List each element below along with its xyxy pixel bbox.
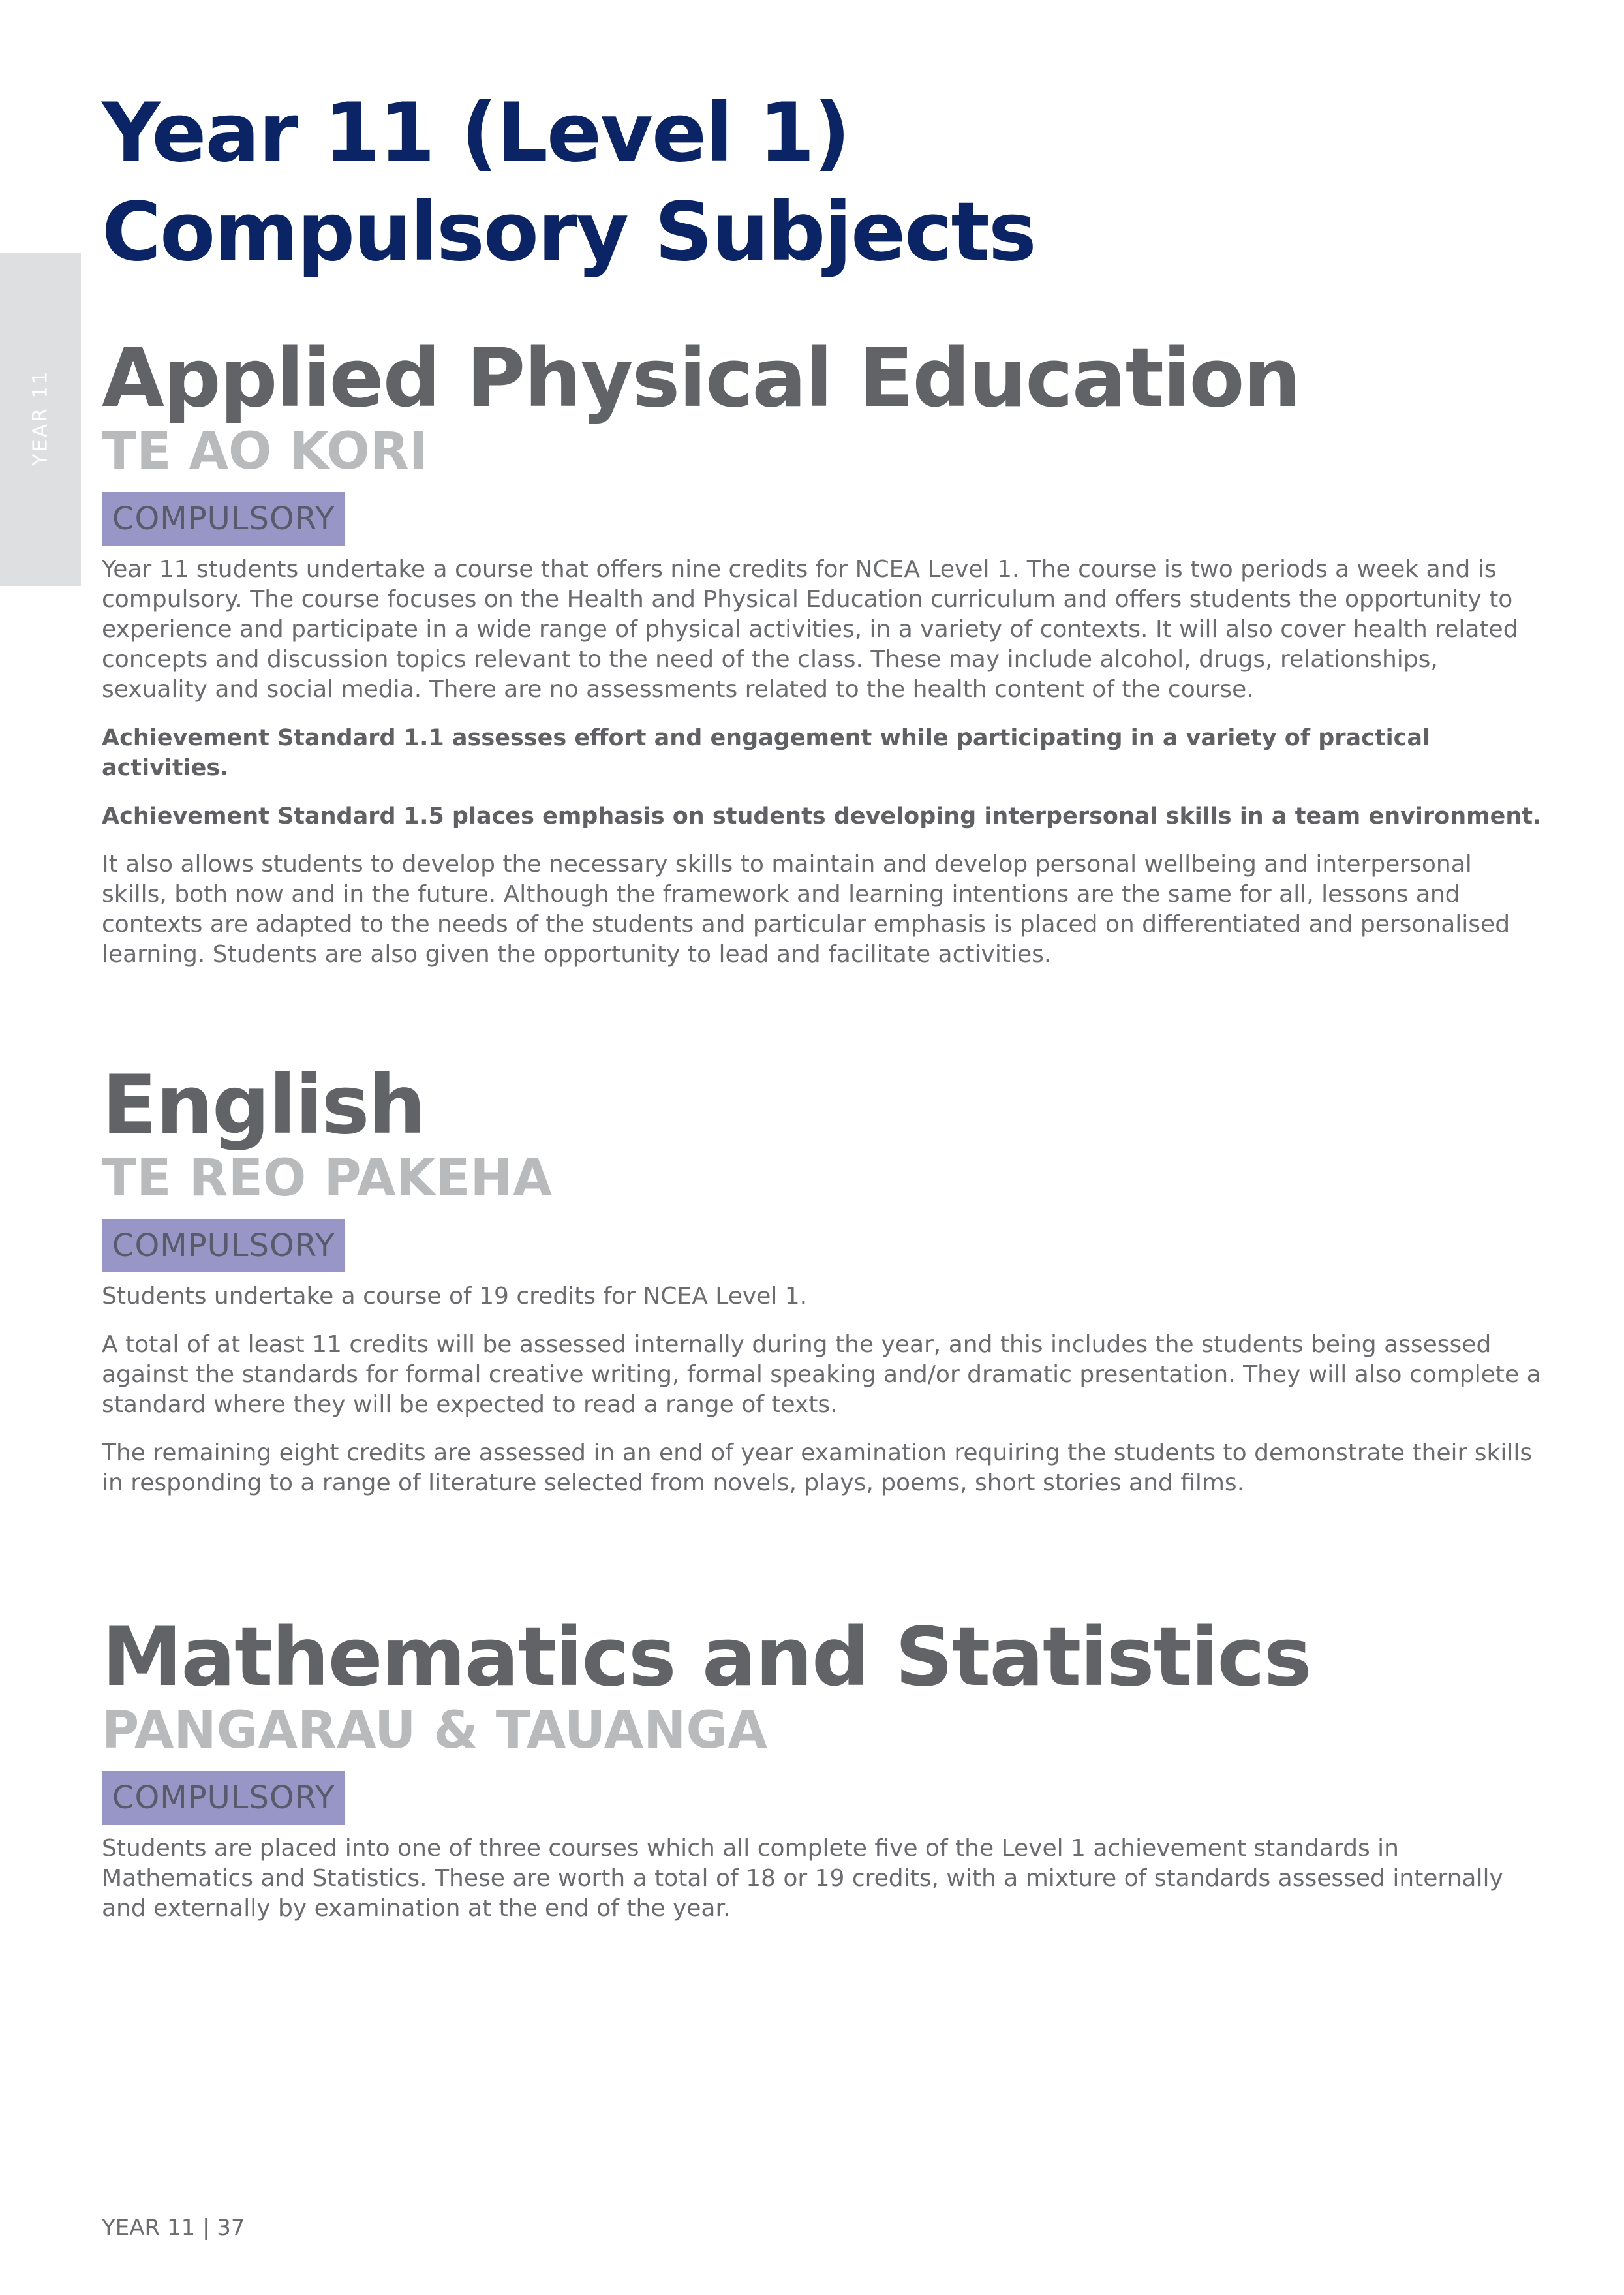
page-footer: YEAR 11 | 37 — [102, 2215, 245, 2241]
compulsory-badge: COMPULSORY — [102, 1771, 345, 1825]
compulsory-badge: COMPULSORY — [102, 492, 345, 546]
section-english — [102, 1058, 1544, 1498]
subject-maori-title: TE AO KORI — [102, 422, 428, 481]
section-paragraph-bold: Achievement Standard 1.5 places emphasis on students developing interpersonal skills in a team environment. — [102, 803, 1542, 829]
section-paragraph-bold: Achievement Standard 1.1 assesses effort and engagement while participating in a variety of practical activities. — [102, 725, 1431, 781]
page-title — [102, 84, 1035, 282]
side-tab-label: YEAR 11 — [29, 369, 52, 466]
section-applied-physical-education — [102, 331, 1544, 970]
section-paragraph: Year 11 students undertake a course that offers nine credits for NCEA Level 1. The course is two periods a week and is compulsory. The course focuses on the Health and Physical Education curriculum and offers students the opportunity to experience and participate in a wide range of physical activities, in a variety of contexts. It will also cover health related concepts and discussion topics relevant to the need of the class. These may include alcohol, drugs, relationships, sexuality and social media. There are no assessments related to the health content of the course. — [102, 556, 1518, 703]
page-title-line-2: Compulsory Subjects — [102, 185, 1035, 279]
compulsory-badge: COMPULSORY — [102, 1219, 345, 1272]
page-title-line-1: Year 11 (Level 1) — [102, 86, 850, 180]
section-paragraph: The remaining eight credits are assessed in an end of year examination requiring the students to demonstrate their skills in responding to a range of literature selected from novels, plays, poems, short stories and films. — [102, 1440, 1533, 1496]
section-paragraph: A total of at least 11 credits will be assessed internally during the year, and this includes the students being assessed against the standards for formal creative writing, formal speaking and/or dramatic presentation. They will also complete a standard where they will be expected to read a range of texts. — [102, 1331, 1541, 1418]
subject-title: Mathematics and Statistics — [102, 1610, 1311, 1704]
subject-maori-title: TE REO PAKEHA — [102, 1149, 553, 1208]
section-mathematics-and-statistics — [102, 1610, 1544, 1924]
section-paragraph: Students are placed into one of three courses which all complete five of the Level 1 achievement standards in Mathematics and Statistics. These are worth a total of 18 or 19 credits, with a mixture of standards assessed internally and externally by examination at the end of the year. — [102, 1835, 1503, 1922]
subject-title: English — [102, 1058, 425, 1152]
subject-title: Applied Physical Education — [102, 331, 1300, 425]
section-paragraph: Students undertake a course of 19 credits for NCEA Level 1. — [102, 1283, 808, 1310]
section-paragraph: It also allows students to develop the necessary skills to maintain and develop personal wellbeing and interpersonal skills, both now and in the future. Although the framework and learning intentions are the same for all, lessons and contexts are adapted to the needs of the students and particular emphasis is placed on differentiated and personalised learning. Students are also given the opportunity to lead and facilitate activities. — [102, 851, 1510, 968]
subject-maori-title: PANGARAU & TAUANGA — [102, 1701, 767, 1760]
